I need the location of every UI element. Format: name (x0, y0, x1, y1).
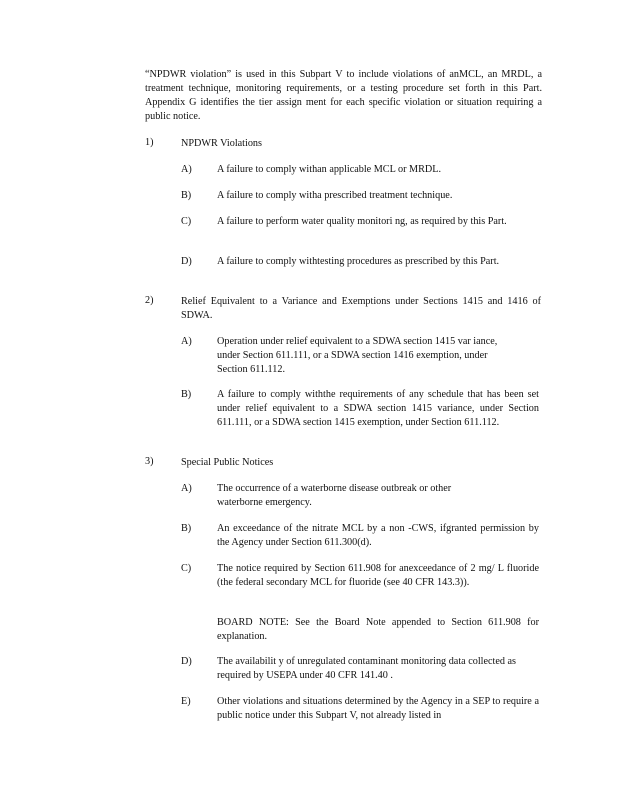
item-2b-letter: B) (181, 389, 192, 400)
item-3b-letter: B) (181, 523, 192, 534)
item-1a-text: A failure to comply withan applicable MCL or MRDL. (217, 164, 441, 175)
item-1c-text: A failure to perform water quality monitori ng, as required by this Part. (217, 216, 507, 227)
section-2-title: Relief Equivalent to a Variance and Exemptions under Sections 1415 and 1416 of SDWA. (181, 296, 541, 321)
item-1b-letter: B) (181, 190, 192, 201)
intro-paragraph: “NPDWR violation” is used in this Subpart V to include violations of anMCL, an MRDL, a treatment technique, monitoring requirements, or a testing procedure set forth in this Part. Appendix G identifies the tier assign ment for each specific violation or situation requiring a public notice. (145, 69, 542, 122)
item-1c-letter: C) (181, 216, 192, 227)
item-3c-letter: C) (181, 563, 192, 574)
item-1d-letter: D) (181, 256, 192, 267)
section-3-title: Special Public Notices (181, 457, 274, 468)
item-1d-text: A failure to comply withtesting procedures as prescribed by this Part. (217, 256, 500, 267)
item-3d-letter: D) (181, 656, 192, 667)
item-2a-text: Operation under relief equivalent to a SDWA section 1415 var iance, under Section 611.111, or a SDWA section 1416 exemption, under Section 611.112. (217, 336, 498, 375)
item-1b-text: A failure to comply witha prescribed treatment technique. (217, 190, 453, 201)
item-1a-letter: A) (181, 164, 192, 175)
item-3b-text: An exceedance of the nitrate MCL by a non -CWS, ifgranted permission by the Agency under Section 611.300(d). (217, 523, 539, 548)
item-3d-text: The availabilit y of unregulated contaminant monitoring data collected as required by USEPA under 40 CFR 141.40 . (217, 656, 517, 681)
item-3c-text: The notice required by Section 611.908 for anexceedance of 2 mg/ L fluoride (the federal secondary MCL for fluoride (see 40 CFR 143.3)). (217, 563, 539, 588)
item-3a-letter: A) (181, 483, 192, 494)
item-2a-letter: A) (181, 336, 192, 347)
item-3e-letter: E) (181, 696, 191, 707)
section-3-number: 3) (145, 456, 154, 467)
item-2b-text: A failure to comply withthe requirements of any schedule that has been set under relief equivalent to a SDWA section 1415 variance, under Section 611.111, or a SDWA section 1415 exemption, under Section 611.112. (217, 389, 539, 428)
section-2-number: 2) (145, 295, 154, 306)
item-3e-text: Other violations and situations determined by the Agency in a SEP to require a public notice under this Subpart V, not already listed in (217, 696, 539, 721)
section-1-number: 1) (145, 137, 154, 148)
board-note: BOARD NOTE: See the Board Note appended to Section 611.908 for explanation. (217, 617, 539, 642)
section-1-title: NPDWR Violations (181, 138, 262, 149)
item-3a-text: The occurrence of a waterborne disease outbreak or other waterborne emergency. (217, 483, 452, 508)
